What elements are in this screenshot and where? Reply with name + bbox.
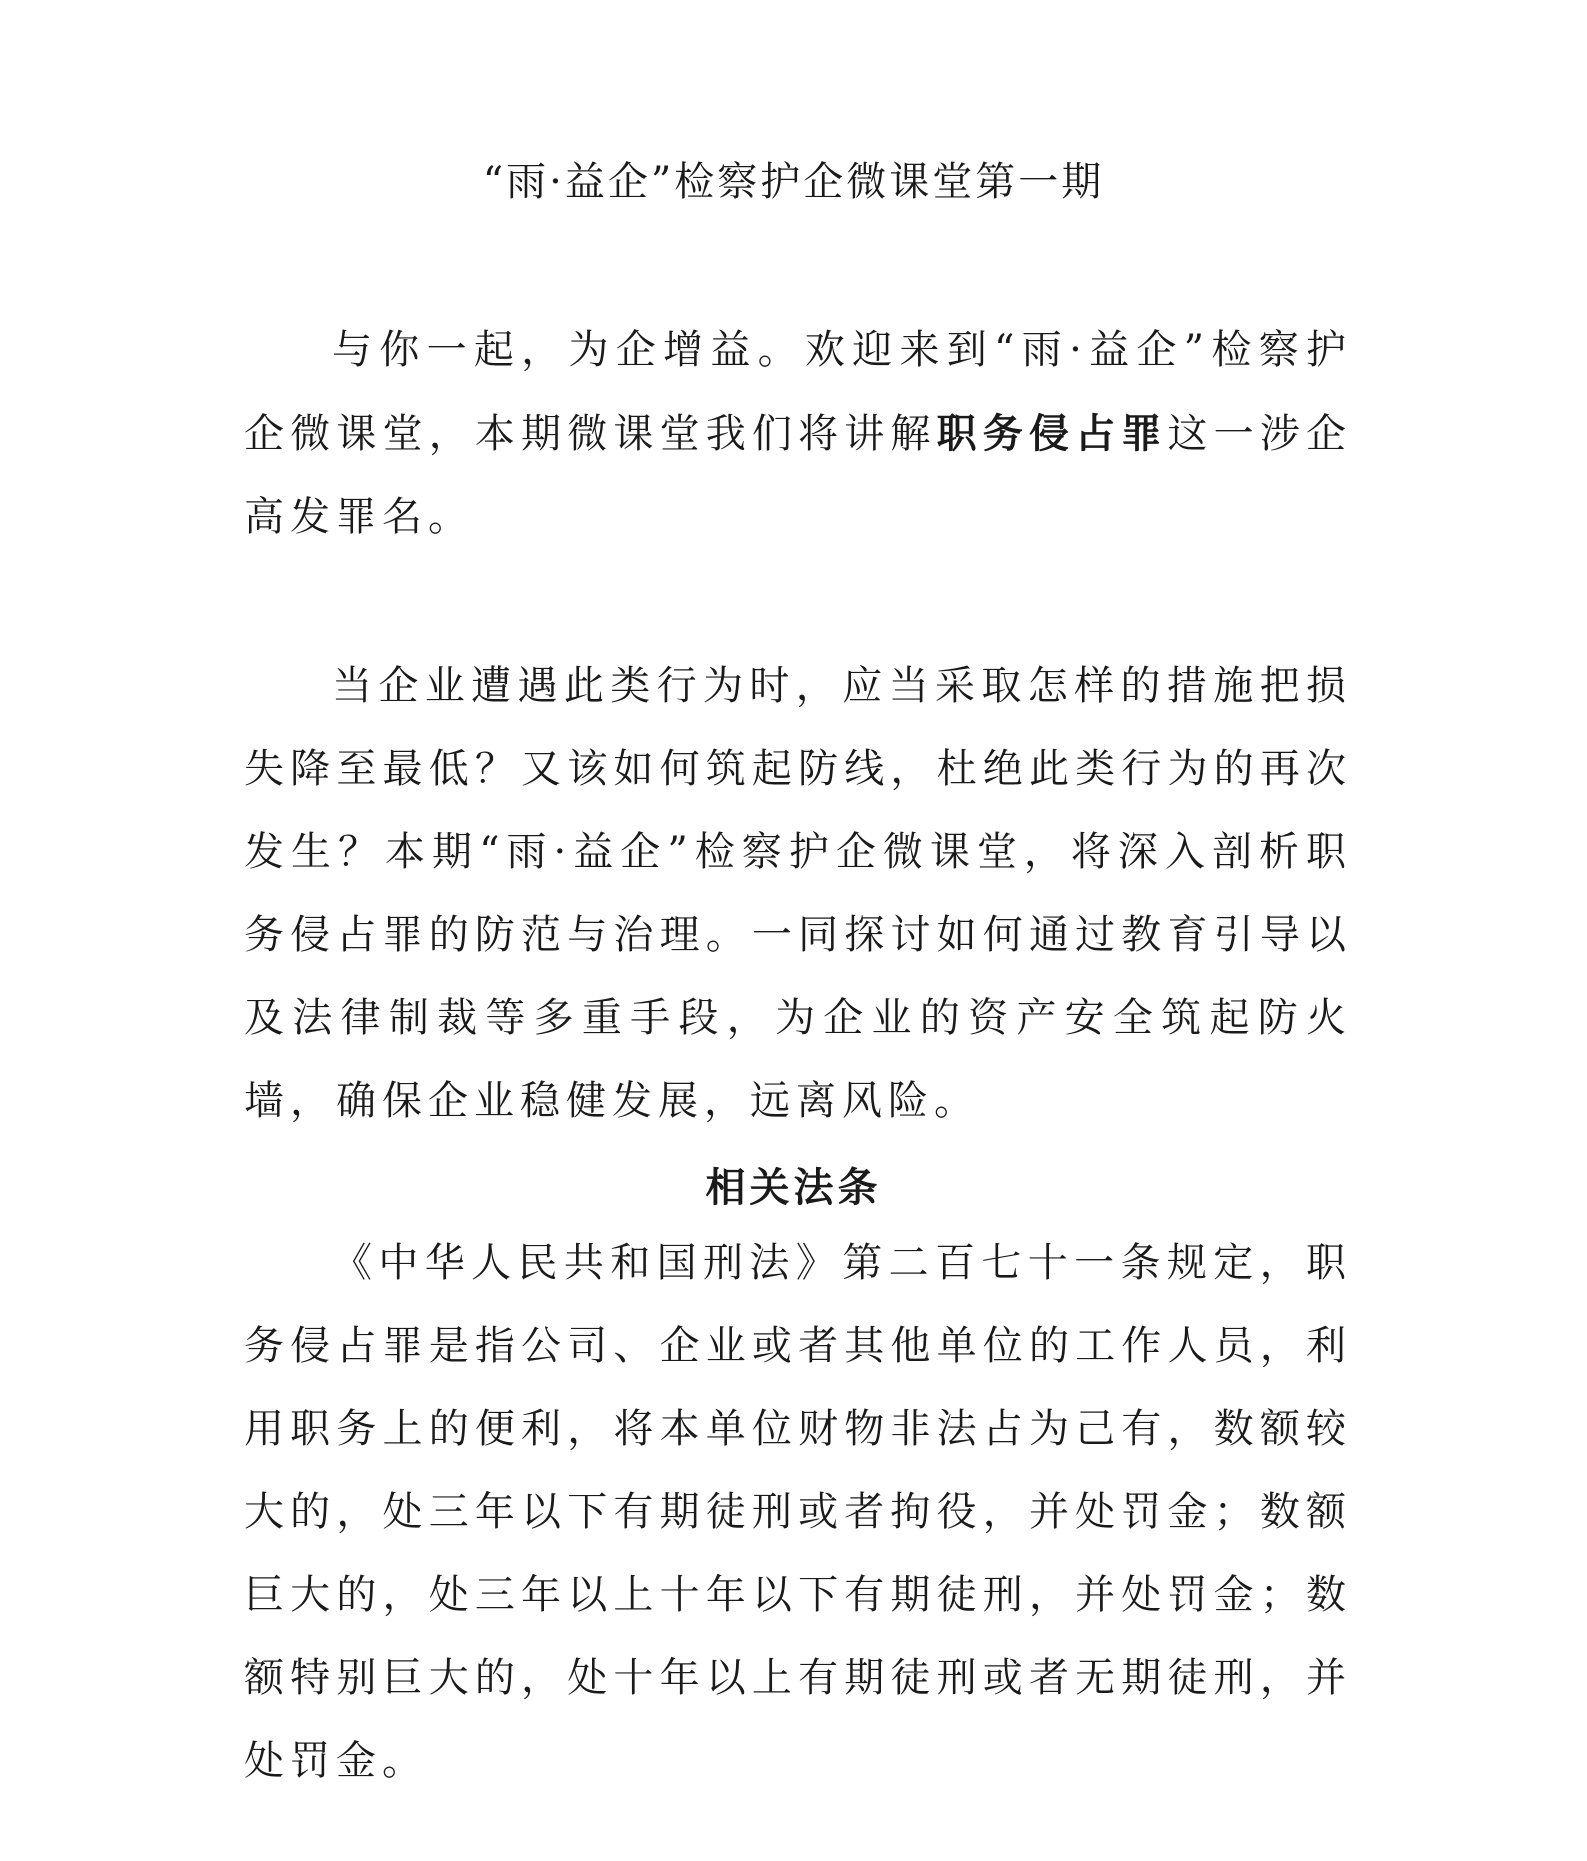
intro-paragraph [244,309,1352,559]
body-paragraph: 当企业遭遇此类行为时，应当采取怎样的措施把损失降至最低？又该如何筑起防线，杜绝此类行为的再次发生？本期“雨·益企”检察护企微课堂，将深入剖析职务侵占罪的防范与治理。一同探讨如何通过教育引导以及法律制裁等多重手段，为企业的资产安全筑起防火墙，确保企业稳健发展，远离风险。 [244,663,1352,1124]
section-heading-related-laws: 相关法条 [705,1164,882,1211]
intro-emphasis-crime-name: 职务侵占罪 [936,410,1168,457]
intro-text-before: 与你一起，为企增益。欢迎来到“雨·益企”检察护企微课堂，本期微课堂我们将讲解 [244,327,1352,457]
document-title: “雨·益企”检察护企微课堂第一期 [482,159,1105,205]
law-article-paragraph: 《中华人民共和国刑法》第二百七十一条规定，职务侵占罪是指公司、企业或者其他单位的工作人员，利用职务上的便利，将本单位财物非法占为己有，数额较大的，处三年以下有期徒刑或者拘役，并处罚金；数额巨大的，处三年以上十年以下有期徒刑，并处罚金；数额特别巨大的，处十年以上有期徒刑或者无期徒刑，并处罚金。 [244,1240,1352,1784]
intro-text-after: 这一涉企高发罪名。 [244,411,1353,540]
